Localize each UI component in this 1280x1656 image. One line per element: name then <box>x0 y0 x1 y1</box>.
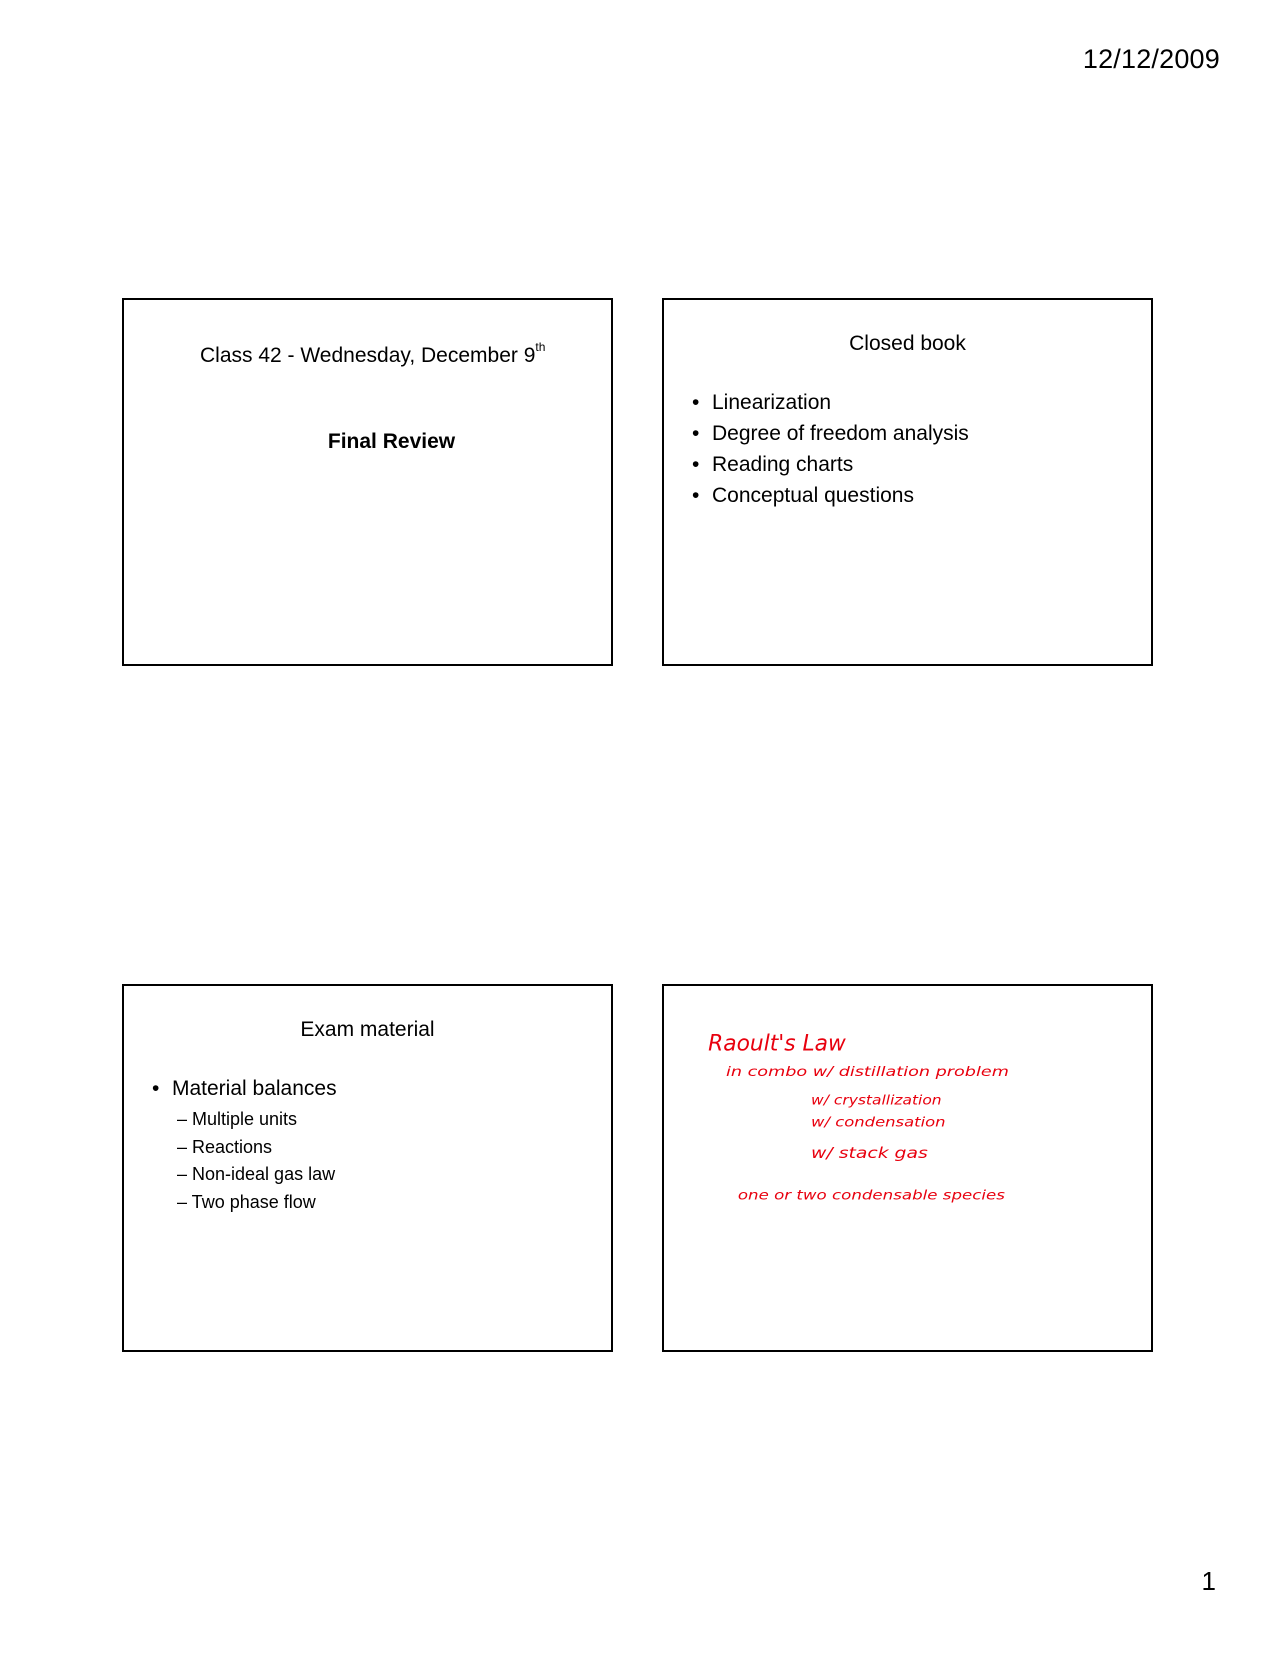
handwriting-canvas <box>664 986 1151 1350</box>
slide-1-heading <box>200 340 546 368</box>
header-date: 12/12/2009 <box>1082 44 1220 74</box>
handwriting-line-2: in combo w/ distillation problem <box>725 1065 1009 1081</box>
bullet-item: • Reading charts <box>692 453 854 476</box>
handwriting-line-5: w/ stack gas <box>811 1145 929 1163</box>
slide-2-bullet-list <box>692 387 969 511</box>
bullet-text: Linearization <box>712 391 832 414</box>
handwriting-line-1: Raoult's Law <box>708 1031 846 1057</box>
slide-2-heading: Closed book <box>849 332 966 355</box>
handwriting-line-4: w/ condensation <box>811 1115 946 1131</box>
handwriting-line-3: w/ crystallization <box>811 1093 942 1109</box>
bullet-item: • Degree of freedom analysis <box>692 422 969 445</box>
sub-bullet-list <box>152 1106 337 1216</box>
slide-1-subtitle-text: Final Review <box>327 430 456 453</box>
bullet-text: Reading charts <box>712 453 854 476</box>
bullet-text: Conceptual questions <box>712 484 914 507</box>
slide-1-subtitle <box>124 430 611 454</box>
bullet-text: Degree of freedom analysis <box>712 422 969 445</box>
slide-1-title <box>122 298 613 666</box>
slide-3-heading: Exam material <box>300 1018 435 1041</box>
sub-bullet-item: – Non-ideal gas law <box>177 1164 336 1184</box>
bullet-text: Material balances <box>172 1077 337 1100</box>
bullet-item: • Linearization <box>692 391 832 414</box>
slide-1-heading-superscript: th <box>535 340 546 354</box>
handwriting-line-6: one or two condensable species <box>737 1188 1006 1204</box>
sub-bullet-item: – Two phase flow <box>177 1191 316 1212</box>
slide-2-closed-book <box>662 298 1153 666</box>
slide-4-handwritten-notes <box>662 984 1153 1352</box>
slide-3-exam-material <box>122 984 613 1352</box>
slide-1-heading-text: Class 42 - Wednesday, December 9 <box>200 344 536 367</box>
bullet-item: • Material balances – Multiple units – Reactions – Non-ideal gas law – Two phase flow <box>152 1074 337 1216</box>
sub-bullet-item: – Reactions <box>177 1136 273 1157</box>
page-number: 1 <box>1201 1566 1216 1596</box>
slide-3-bullet-list <box>152 1074 337 1216</box>
sub-bullet-item: – Multiple units <box>177 1109 298 1129</box>
bullet-item: • Conceptual questions <box>692 484 914 507</box>
